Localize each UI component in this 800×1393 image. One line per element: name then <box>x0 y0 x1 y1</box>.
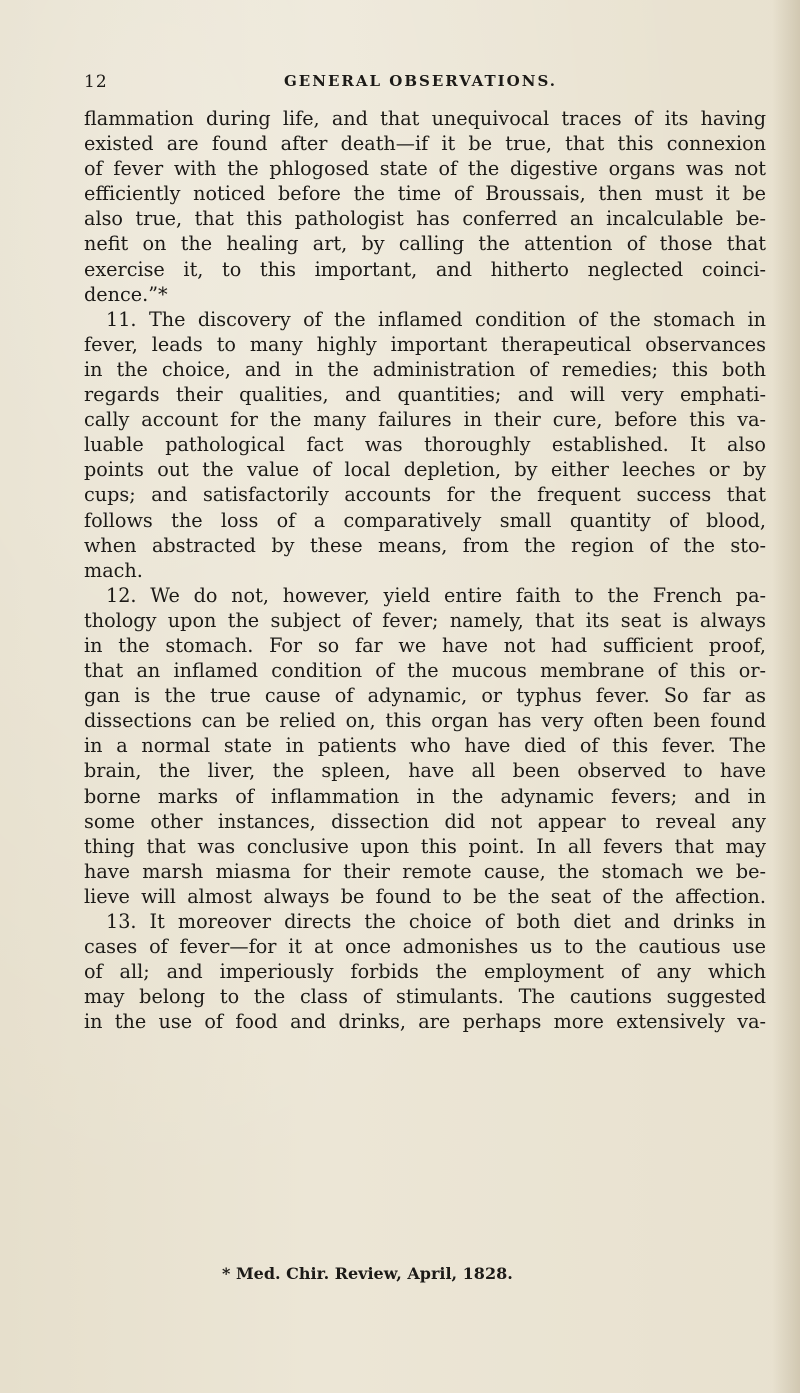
text-line: brain, the liver, the spleen, have all been observed to have <box>84 759 766 783</box>
text-line: lieve will almost always be found to be the seat of the affection. <box>84 884 766 908</box>
text-line: cases of fever—for it at once admonishes us to the cautious use <box>84 935 766 959</box>
paragraph-12-start: 12. We do not, however, yield entire faith to the French pa- <box>106 583 766 607</box>
text-line: dissections can be relied on, this organ has very often been found <box>84 709 766 733</box>
text-line: dence.”* <box>84 282 168 306</box>
text-line: some other instances, dissection did not appear to reveal any <box>84 809 766 833</box>
text-line: points out the value of local depletion, by either leeches or by <box>84 458 766 482</box>
text-line: gan is the true cause of adynamic, or typhus fever. So far as <box>84 684 766 708</box>
text-line: fever, leads to many highly important therapeutical observances <box>84 332 766 356</box>
text-line: in the choice, and in the administration of remedies; this both <box>84 357 766 381</box>
text-line: efficiently noticed before the time of Broussais, then must it be <box>84 182 766 206</box>
text-line: that an inflamed condition of the mucous membrane of this or- <box>84 659 766 683</box>
text-line: in the use of food and drinks, are perhaps more extensively va- <box>84 1010 766 1034</box>
text-line: mach. <box>84 558 143 582</box>
text-line: luable pathological fact was thoroughly established. It also <box>84 433 766 457</box>
paragraph-13-start: 13. It moreover directs the choice of both diet and drinks in <box>106 910 766 933</box>
text-line: regards their qualities, and quantities; and will very emphati- <box>84 383 766 407</box>
text-line: follows the loss of a comparatively small quantity of blood, <box>84 508 766 532</box>
text-line: flammation during life, and that unequivocal traces of its having <box>84 107 766 130</box>
page-header <box>84 72 744 96</box>
text-line: of all; and imperiously forbids the employment of any which <box>84 960 766 984</box>
page-number: 12 <box>84 72 108 92</box>
paragraph-11-start: 11. The discovery of the inflamed condition of the stomach in <box>106 307 766 331</box>
text-line: cups; and satisfactorily accounts for the frequent success that <box>84 483 766 507</box>
text-line: thing that was conclusive upon this point. In all fevers that may <box>84 834 766 858</box>
text-line: have marsh miasma for their remote cause, the stomach we be- <box>84 859 766 883</box>
text-line: cally account for the many failures in their cure, before this va- <box>84 408 766 432</box>
text-line: existed are found after death—if it be true, that this connexion <box>84 132 766 156</box>
text-line: in the stomach. For so far we have not had sufficient proof, <box>84 633 766 657</box>
page-edge-shadow <box>772 0 800 1393</box>
text-line: nefit on the healing art, by calling the attention of those that <box>84 232 766 256</box>
body-text <box>84 106 766 1034</box>
text-line: in a normal state in patients who have died of this fever. The <box>84 734 766 758</box>
text-line: thology upon the subject of fever; namely, that its seat is always <box>84 608 766 632</box>
text-line: may belong to the class of stimulants. The cautions suggested <box>84 985 766 1009</box>
footnote: * Med. Chir. Review, April, 1828. <box>222 1264 513 1283</box>
text-line: borne marks of inflammation in the adynamic fevers; and in <box>84 784 766 808</box>
text-line: when abstracted by these means, from the region of the sto- <box>84 533 766 557</box>
text-line: also true, that this pathologist has conferred an incalculable be- <box>84 207 766 231</box>
text-line: exercise it, to this important, and hitherto neglected coinci- <box>84 257 766 281</box>
running-title: GENERAL OBSERVATIONS. <box>284 72 557 90</box>
text-line: of fever with the phlogosed state of the digestive organs was not <box>84 157 766 181</box>
